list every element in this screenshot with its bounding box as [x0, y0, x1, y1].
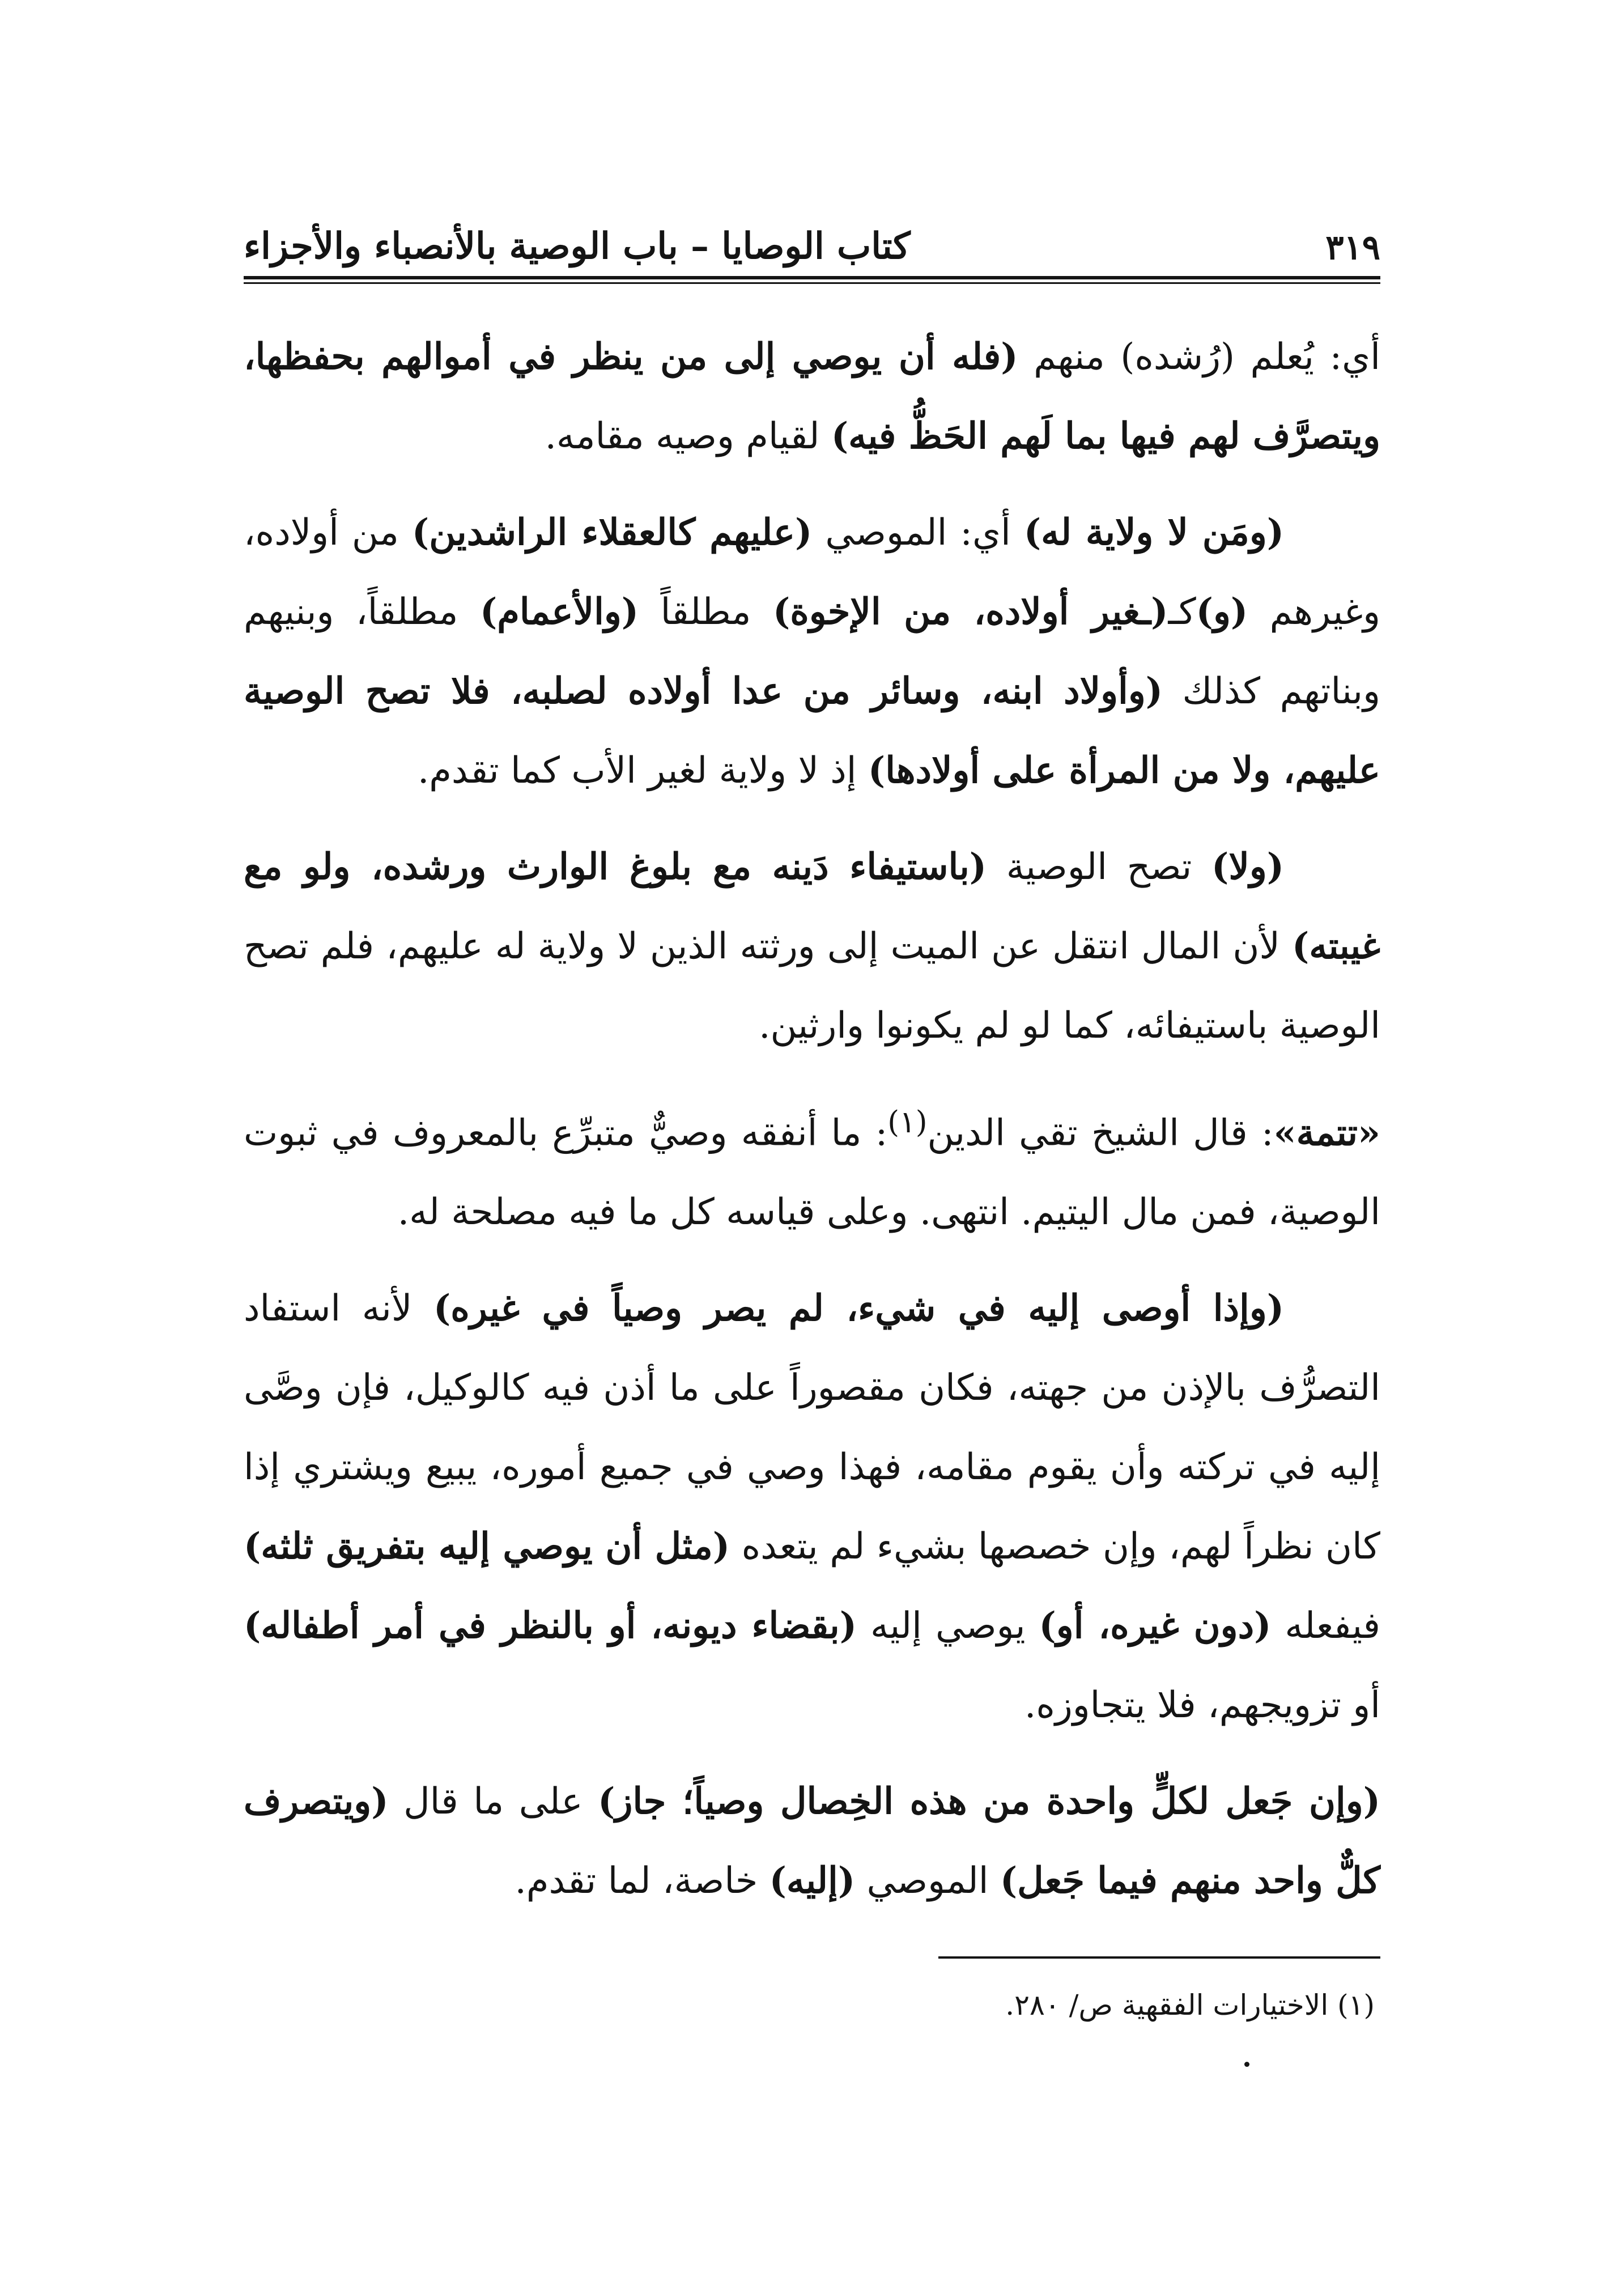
text-run: لأن المال انتقل عن الميت إلى ورثته الذين لا ولاية له عليهم، فلم تصح الوصية باستيفائه، كما لو لم يكونوا وارثين.	[244, 925, 1380, 1047]
text-run: خاصة، لما تقدم.	[515, 1860, 770, 1903]
bold-run: (إليه)	[769, 1859, 856, 1903]
bold-run: (ومَن لا ولاية له)	[1023, 511, 1285, 554]
scan-speck	[1244, 2062, 1249, 2067]
running-title: كتاب الوصايا – باب الوصية بالأنصباء والأجزاء	[244, 225, 911, 267]
text-run: فيفعله	[1271, 1605, 1381, 1647]
bold-run: (بقضاء ديونه، أو بالنظر في أمر أطفاله)	[244, 1604, 857, 1647]
paragraph-6	[244, 1762, 1380, 1921]
bold-run: (والأعمام)	[479, 591, 639, 633]
text-run: أي: يُعلم (رُشده) منهم	[1018, 336, 1380, 378]
footnote-marker: (١)	[1337, 1989, 1375, 2022]
footnote-rule	[938, 1956, 1380, 1959]
paragraph-3	[244, 827, 1380, 1065]
bold-run: (دون غيره، أو)	[1039, 1604, 1272, 1647]
bold-run: (وإن جَعل لكلٍّ واحدة من هذه الخِصال وصياً؛ جاز)	[598, 1780, 1381, 1823]
bold-run: (ـغير أولاده، من الإخوة)	[772, 591, 1168, 633]
text-run: مطلقاً، وبنيهم وبناتهم كذلك	[244, 591, 1381, 712]
bold-run: (مثل أن يوصي إليه بتفريق ثلثه)	[244, 1525, 730, 1568]
text-run: لأنه استفاد التصرُّف بالإذن من جهته، فكان مقصوراً على ما أذن فيه كالوكيل، فإن وصَّى إليه في تركته وأن يقوم مقامه، فهذا وصي في جميع أموره، يبيع ويشتري إذا كان نظراً لهم، وإن خصصها بشيء لم يتعده	[244, 1288, 1381, 1568]
text-run: كـ	[1168, 591, 1196, 633]
paragraph-4	[244, 1082, 1380, 1252]
page-number: ٣١٩	[1325, 228, 1380, 267]
bold-run: (باستيفاء دَينه مع بلوغ الوارث ورشده، ولو مع غيبته)	[244, 846, 1380, 967]
text-run: : قال الشيخ تقي الدين	[927, 1112, 1274, 1154]
paragraph-1	[244, 317, 1380, 476]
paragraph-2	[244, 493, 1380, 810]
text-run: على ما قال	[388, 1781, 598, 1823]
bold-run: (ولا)	[1211, 846, 1284, 888]
bold-run: (عليهم كالعقلاء الراشدين)	[411, 511, 813, 554]
bold-run: (وأولاد ابنه، وسائر من عدا أولاده لصلبه، فلا تصح الوصية عليهم، ولا من المرأة على أولادها)	[244, 670, 1380, 792]
text-run: يوصي إليه	[857, 1605, 1039, 1647]
footnote-text: الاختيارات الفقهية ص/ ٢٨٠.	[1005, 1989, 1338, 2022]
text-run: أو تزويجهم، فلا يتجاوزه.	[1024, 1684, 1380, 1727]
footnote-reference: (١)	[887, 1104, 928, 1140]
text-run: الموصي	[855, 1860, 1000, 1903]
paragraph-5	[244, 1269, 1380, 1745]
footnote	[244, 1982, 1375, 2028]
text-run: مطلقاً	[639, 591, 773, 633]
bold-run: (و)	[1196, 591, 1248, 633]
text-run: لقيام وصيه مقامه.	[545, 415, 831, 457]
text-run: إذ لا ولاية لغير الأب كما تقدم.	[417, 750, 868, 792]
text-run: تصح الوصية	[987, 846, 1212, 888]
bold-run: (وإذا أوصى إليه في شيء، لم يصر وصياً في غيره)	[433, 1287, 1285, 1330]
text-run: من أولاده، وغيرهم	[244, 512, 1381, 633]
page-header	[244, 211, 1380, 267]
header-rule	[244, 276, 1380, 284]
body-text	[244, 317, 1380, 1938]
text-run: : ما أنفقه وصيٌّ متبرِّع بالمعروف في ثبوت الوصية، فمن مال اليتيم. انتهى. وعلى قياسه كل ما فيه مصلحة له.	[244, 1112, 1380, 1234]
text-run: أي: الموصي	[812, 512, 1024, 554]
bold-run: (فله أن يوصي إلى من ينظر في أموالهم بحفظها، ويتصرَّف لهم فيها بما لَهم الحَظُّ فيه)	[244, 336, 1380, 457]
bold-run: «تتمة»	[1273, 1111, 1381, 1154]
bold-run: (ويتصرف كلٌّ واحد منهم فيما جَعل)	[244, 1780, 1380, 1903]
